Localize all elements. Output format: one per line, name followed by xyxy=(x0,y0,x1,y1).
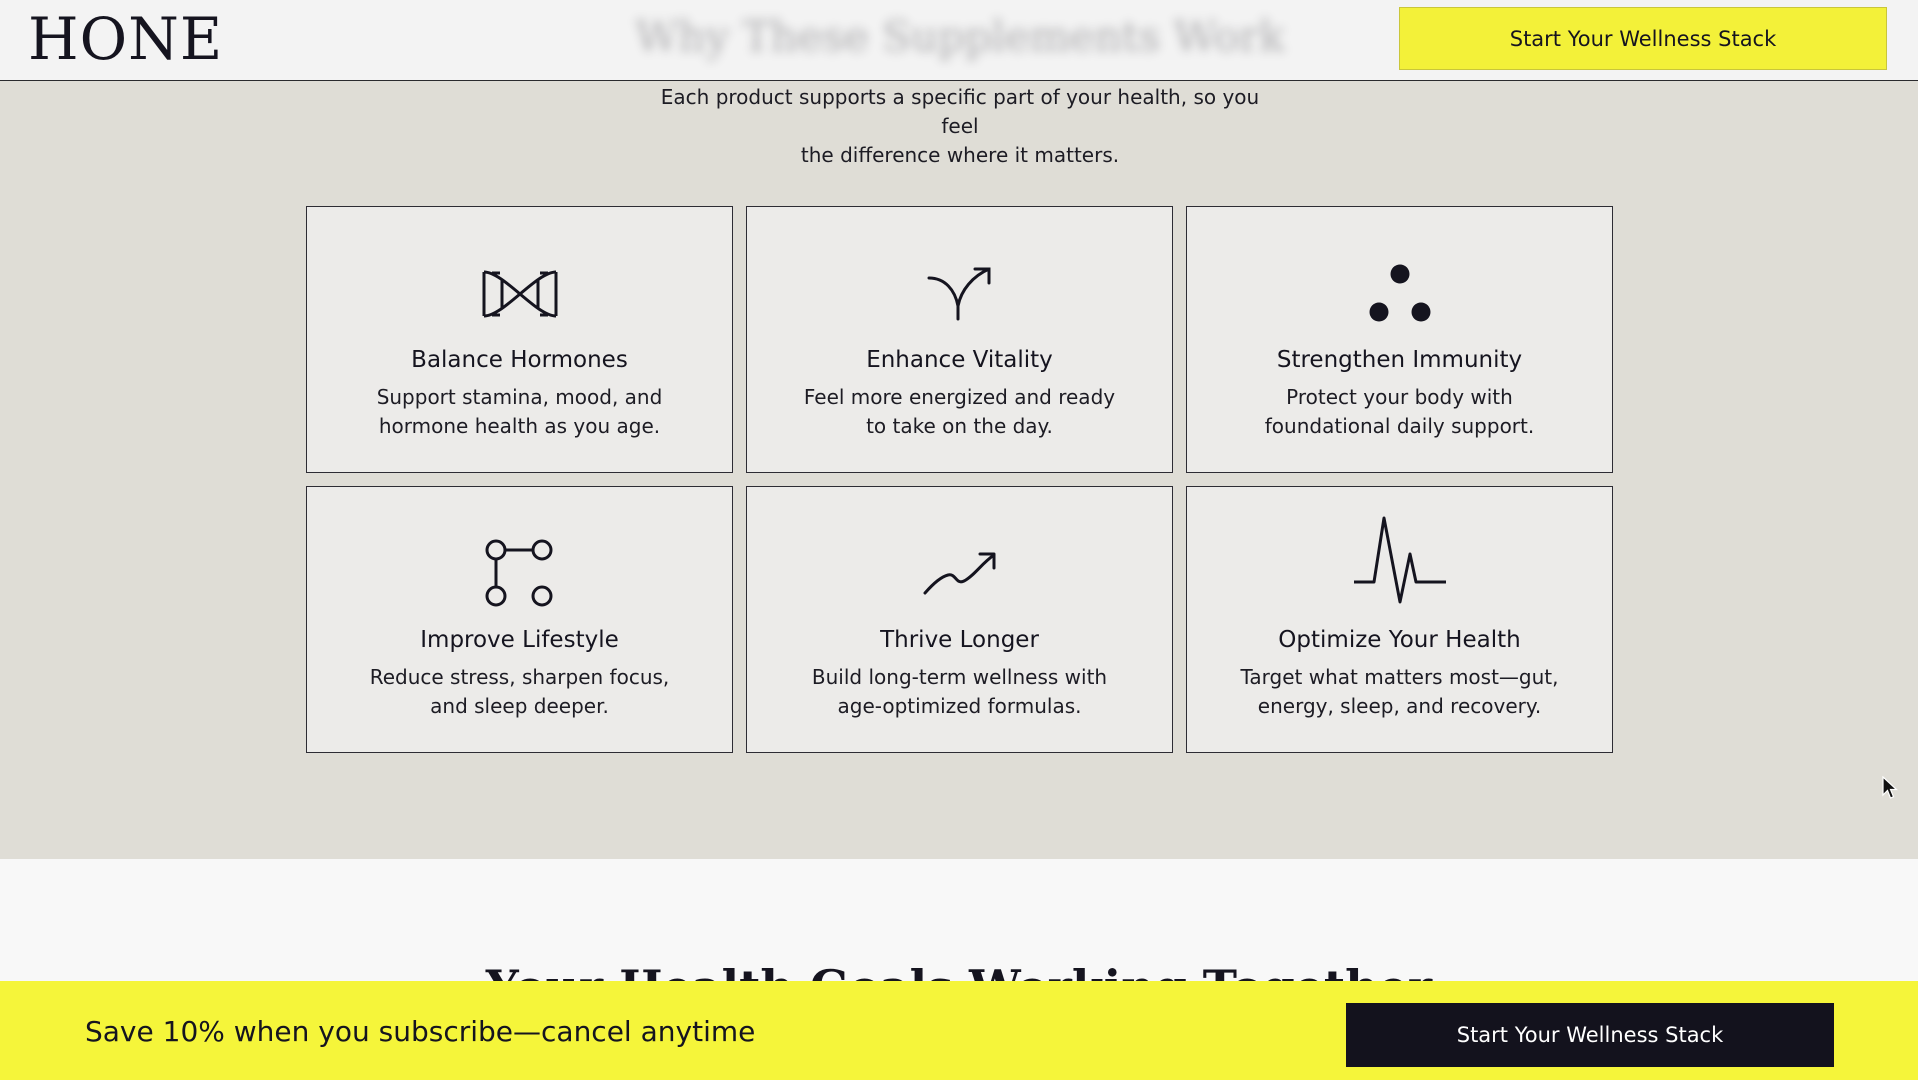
benefit-card-enhance-vitality xyxy=(746,206,1173,473)
card-description xyxy=(1237,383,1562,441)
card-desc-line-1: Protect your body with xyxy=(1286,385,1513,409)
card-description xyxy=(797,383,1122,441)
promo-text: Save 10% when you subscribe—cancel anytime xyxy=(85,1015,756,1048)
dna-helix-icon xyxy=(307,249,732,339)
card-desc-line-1: Target what matters most—gut, xyxy=(1240,665,1559,689)
card-desc-line-2: foundational daily support. xyxy=(1264,414,1535,438)
card-desc-line-1: Build long-term wellness with xyxy=(811,665,1108,689)
card-description xyxy=(1237,663,1562,721)
benefit-card-thrive-longer xyxy=(746,486,1173,753)
card-title: Balance Hormones xyxy=(411,347,628,373)
trend-up-arrow-icon xyxy=(747,529,1172,619)
benefit-card-improve-lifestyle xyxy=(306,486,733,753)
start-wellness-stack-button[interactable]: Start Your Wellness Stack xyxy=(1399,7,1887,70)
section-subtitle xyxy=(640,83,1280,170)
card-desc-line-1: Support stamina, mood, and xyxy=(376,385,663,409)
card-title: Optimize Your Health xyxy=(1278,627,1521,653)
node-graph-icon xyxy=(307,529,732,619)
branch-arrow-icon xyxy=(747,249,1172,339)
heartbeat-pulse-icon xyxy=(1187,515,1612,605)
three-dots-icon xyxy=(1187,249,1612,339)
card-description xyxy=(797,663,1122,721)
subtitle-line-1: Each product supports a specific part of your health, so you feel xyxy=(660,85,1260,138)
card-description xyxy=(357,663,682,721)
subtitle-line-2: the difference where it matters. xyxy=(800,143,1120,167)
card-description xyxy=(357,383,682,441)
promo-start-wellness-stack-button[interactable]: Start Your Wellness Stack xyxy=(1346,1003,1834,1067)
card-desc-line-2: and sleep deeper. xyxy=(430,694,609,718)
card-desc-line-2: hormone health as you age. xyxy=(378,414,661,438)
mouse-cursor-icon xyxy=(1882,776,1898,804)
brand-logo[interactable]: HONE xyxy=(28,5,224,73)
benefit-card-strengthen-immunity xyxy=(1186,206,1613,473)
benefit-card-optimize-health xyxy=(1186,486,1613,753)
card-title: Thrive Longer xyxy=(880,627,1039,653)
card-desc-line-1: Reduce stress, sharpen focus, xyxy=(369,665,670,689)
card-title: Improve Lifestyle xyxy=(420,627,619,653)
benefits-section xyxy=(0,81,1918,859)
card-desc-line-2: to take on the day. xyxy=(866,414,1053,438)
scrolled-section-heading: Why These Supplements Work xyxy=(635,12,1285,61)
site-header xyxy=(0,0,1918,81)
benefit-card-balance-hormones xyxy=(306,206,733,473)
card-title: Strengthen Immunity xyxy=(1276,347,1523,373)
card-desc-line-2: age-optimized formulas. xyxy=(837,694,1082,718)
card-desc-line-2: energy, sleep, and recovery. xyxy=(1257,694,1542,718)
card-desc-line-1: Feel more energized and ready xyxy=(803,385,1116,409)
promo-bar xyxy=(0,981,1918,1080)
card-title: Enhance Vitality xyxy=(866,347,1053,373)
